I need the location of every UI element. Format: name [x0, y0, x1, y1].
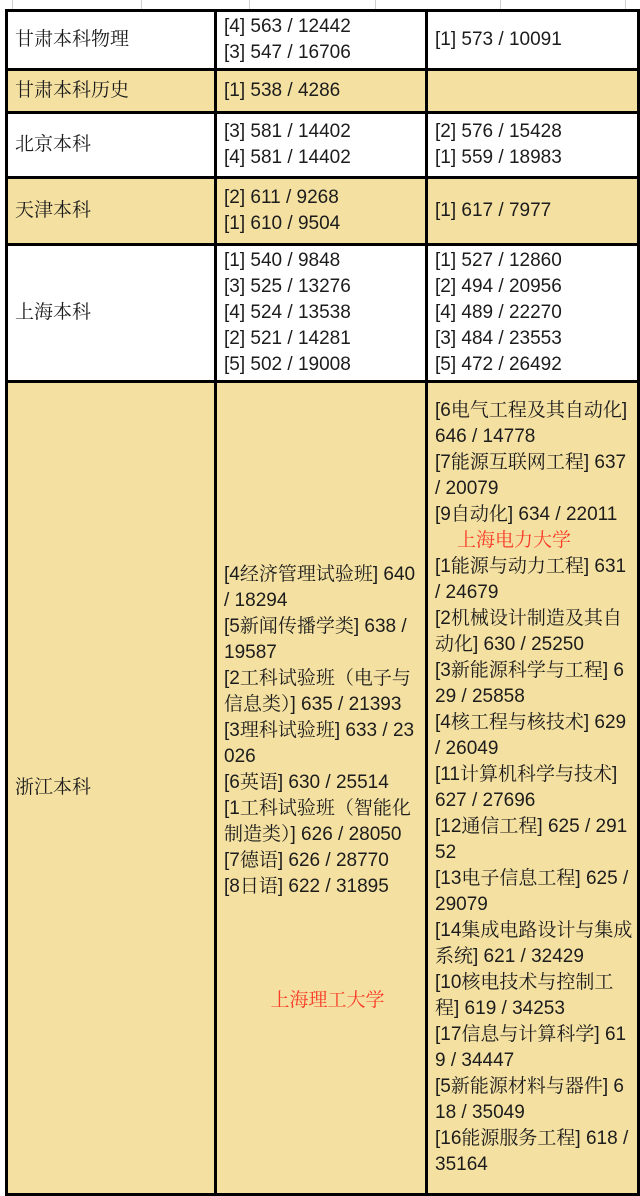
program-line: [4经济管理试验班] 640 / 18294 [224, 564, 416, 611]
spreadsheet-gridline [249, 0, 250, 9]
score-line: [5] 502 / 19008 [224, 354, 351, 375]
score-line: [5] 472 / 26492 [435, 354, 562, 375]
score-line: [2] 521 / 14281 [224, 328, 351, 349]
program-line: [8日语] 622 / 31895 [224, 876, 389, 897]
program-line: [16能源服务工程] 618 / 35164 [435, 1128, 629, 1175]
university-name: 上海电力大学 [457, 530, 572, 551]
program-line: [6英语] 630 / 25514 [224, 772, 389, 793]
region-label: 天津本科 [15, 200, 92, 221]
score-line: [3] 581 / 14402 [224, 121, 351, 142]
table-row [7, 70, 639, 113]
spreadsheet-gridline [375, 0, 376, 9]
university-name: 上海理工大学 [270, 990, 385, 1011]
table-row [7, 11, 639, 70]
program-line: [2机械设计制造及其自动化] 630 / 25250 [435, 608, 622, 655]
program-line: [2工科试验班（电子与信息类）] 635 / 21393 [224, 668, 411, 715]
scores-cell[interactable] [216, 11, 427, 70]
region-label: 甘肃本科物理 [15, 29, 130, 50]
spreadsheet-gridline [12, 0, 13, 9]
table-row [7, 178, 639, 245]
program-line: [7能源互联网工程] 637 / 20079 [435, 452, 627, 499]
region-cell[interactable] [7, 178, 216, 245]
region-cell[interactable] [7, 113, 216, 178]
score-line: [1] 540 / 9848 [224, 250, 341, 271]
score-line: [3] 484 / 23553 [435, 328, 562, 349]
program-line: [5新闻传播学类] 638 / 19587 [224, 616, 407, 663]
program-line: [14集成电路设计与集成系统] 621 / 32429 [435, 920, 633, 967]
region-label: 甘肃本科历史 [15, 80, 130, 101]
score-line: [1] 538 / 4286 [224, 80, 341, 101]
score-line: [2] 611 / 9268 [224, 187, 339, 208]
scores-cell[interactable] [216, 70, 427, 113]
score-line: [4] 563 / 12442 [224, 16, 351, 37]
admission-score-table [5, 9, 640, 1196]
scores-cell[interactable] [427, 11, 639, 70]
score-line: [2] 576 / 15428 [435, 121, 562, 142]
scores-cell[interactable] [216, 113, 427, 178]
scores-cell[interactable] [427, 245, 639, 382]
spreadsheet-gridline [625, 0, 626, 9]
program-line [435, 502, 633, 554]
score-line: [4] 524 / 13538 [224, 302, 351, 323]
score-line: [1] 617 / 7977 [435, 200, 552, 221]
spreadsheet-gridline [500, 0, 501, 9]
spreadsheet-top-margin [0, 0, 640, 9]
program-line: [4核工程与核技术] 629 / 26049 [435, 712, 627, 759]
spreadsheet-gridline [141, 0, 142, 9]
university-programs-cell[interactable] [216, 382, 427, 1195]
scores-cell[interactable] [216, 245, 427, 382]
scores-cell-empty[interactable] [427, 70, 639, 113]
program-line: [11计算机科学与技术] 627 / 27696 [435, 764, 618, 811]
table-row [7, 245, 639, 382]
score-line: [1] 559 / 18983 [435, 147, 562, 168]
program-line: [10核电技术与控制工程] 619 / 34253 [435, 972, 614, 1019]
score-line: [4] 581 / 14402 [224, 147, 351, 168]
scores-cell[interactable] [216, 178, 427, 245]
region-label: 北京本科 [15, 134, 92, 155]
program-line: [12通信工程] 625 / 29152 [435, 816, 628, 863]
program-line: [7德语] 626 / 28770 [224, 850, 389, 871]
program-line: [6电气工程及其自动化] 646 / 14778 [435, 400, 628, 447]
region-cell[interactable] [7, 70, 216, 113]
region-cell[interactable] [7, 382, 216, 1195]
table-row [7, 113, 639, 178]
score-line: [1] 573 / 10091 [435, 29, 562, 50]
region-cell[interactable] [7, 11, 216, 70]
score-line: [1] 527 / 12860 [435, 250, 562, 271]
table-row [7, 382, 639, 1195]
scores-cell[interactable] [427, 178, 639, 245]
program-line: [1工科试验班（智能化制造类）] 626 / 28050 [224, 798, 411, 845]
program-line: [1能源与动力工程] 631 / 24679 [435, 556, 627, 603]
university-programs-cell[interactable] [427, 382, 639, 1195]
program-line: [3新能源科学与工程] 629 / 25858 [435, 660, 624, 707]
program-line: [17信息与计算科学] 619 / 34447 [435, 1024, 627, 1071]
region-label: 浙江本科 [15, 777, 92, 798]
scores-cell[interactable] [427, 113, 639, 178]
program-line: [3理科试验班] 633 / 23026 [224, 720, 415, 767]
score-line: [1] 610 / 9504 [224, 213, 341, 234]
region-label: 上海本科 [15, 302, 92, 323]
score-line: [3] 525 / 13276 [224, 276, 351, 297]
score-line: [2] 494 / 20956 [435, 276, 562, 297]
region-cell[interactable] [7, 245, 216, 382]
program-line: [13电子信息工程] 625 / 29079 [435, 868, 629, 915]
program-line: [5新能源材料与器件] 618 / 35049 [435, 1076, 624, 1123]
program-text: [9自动化] 634 / 22011 [435, 504, 618, 525]
score-line: [4] 489 / 22270 [435, 302, 562, 323]
score-line: [3] 547 / 16706 [224, 42, 351, 63]
